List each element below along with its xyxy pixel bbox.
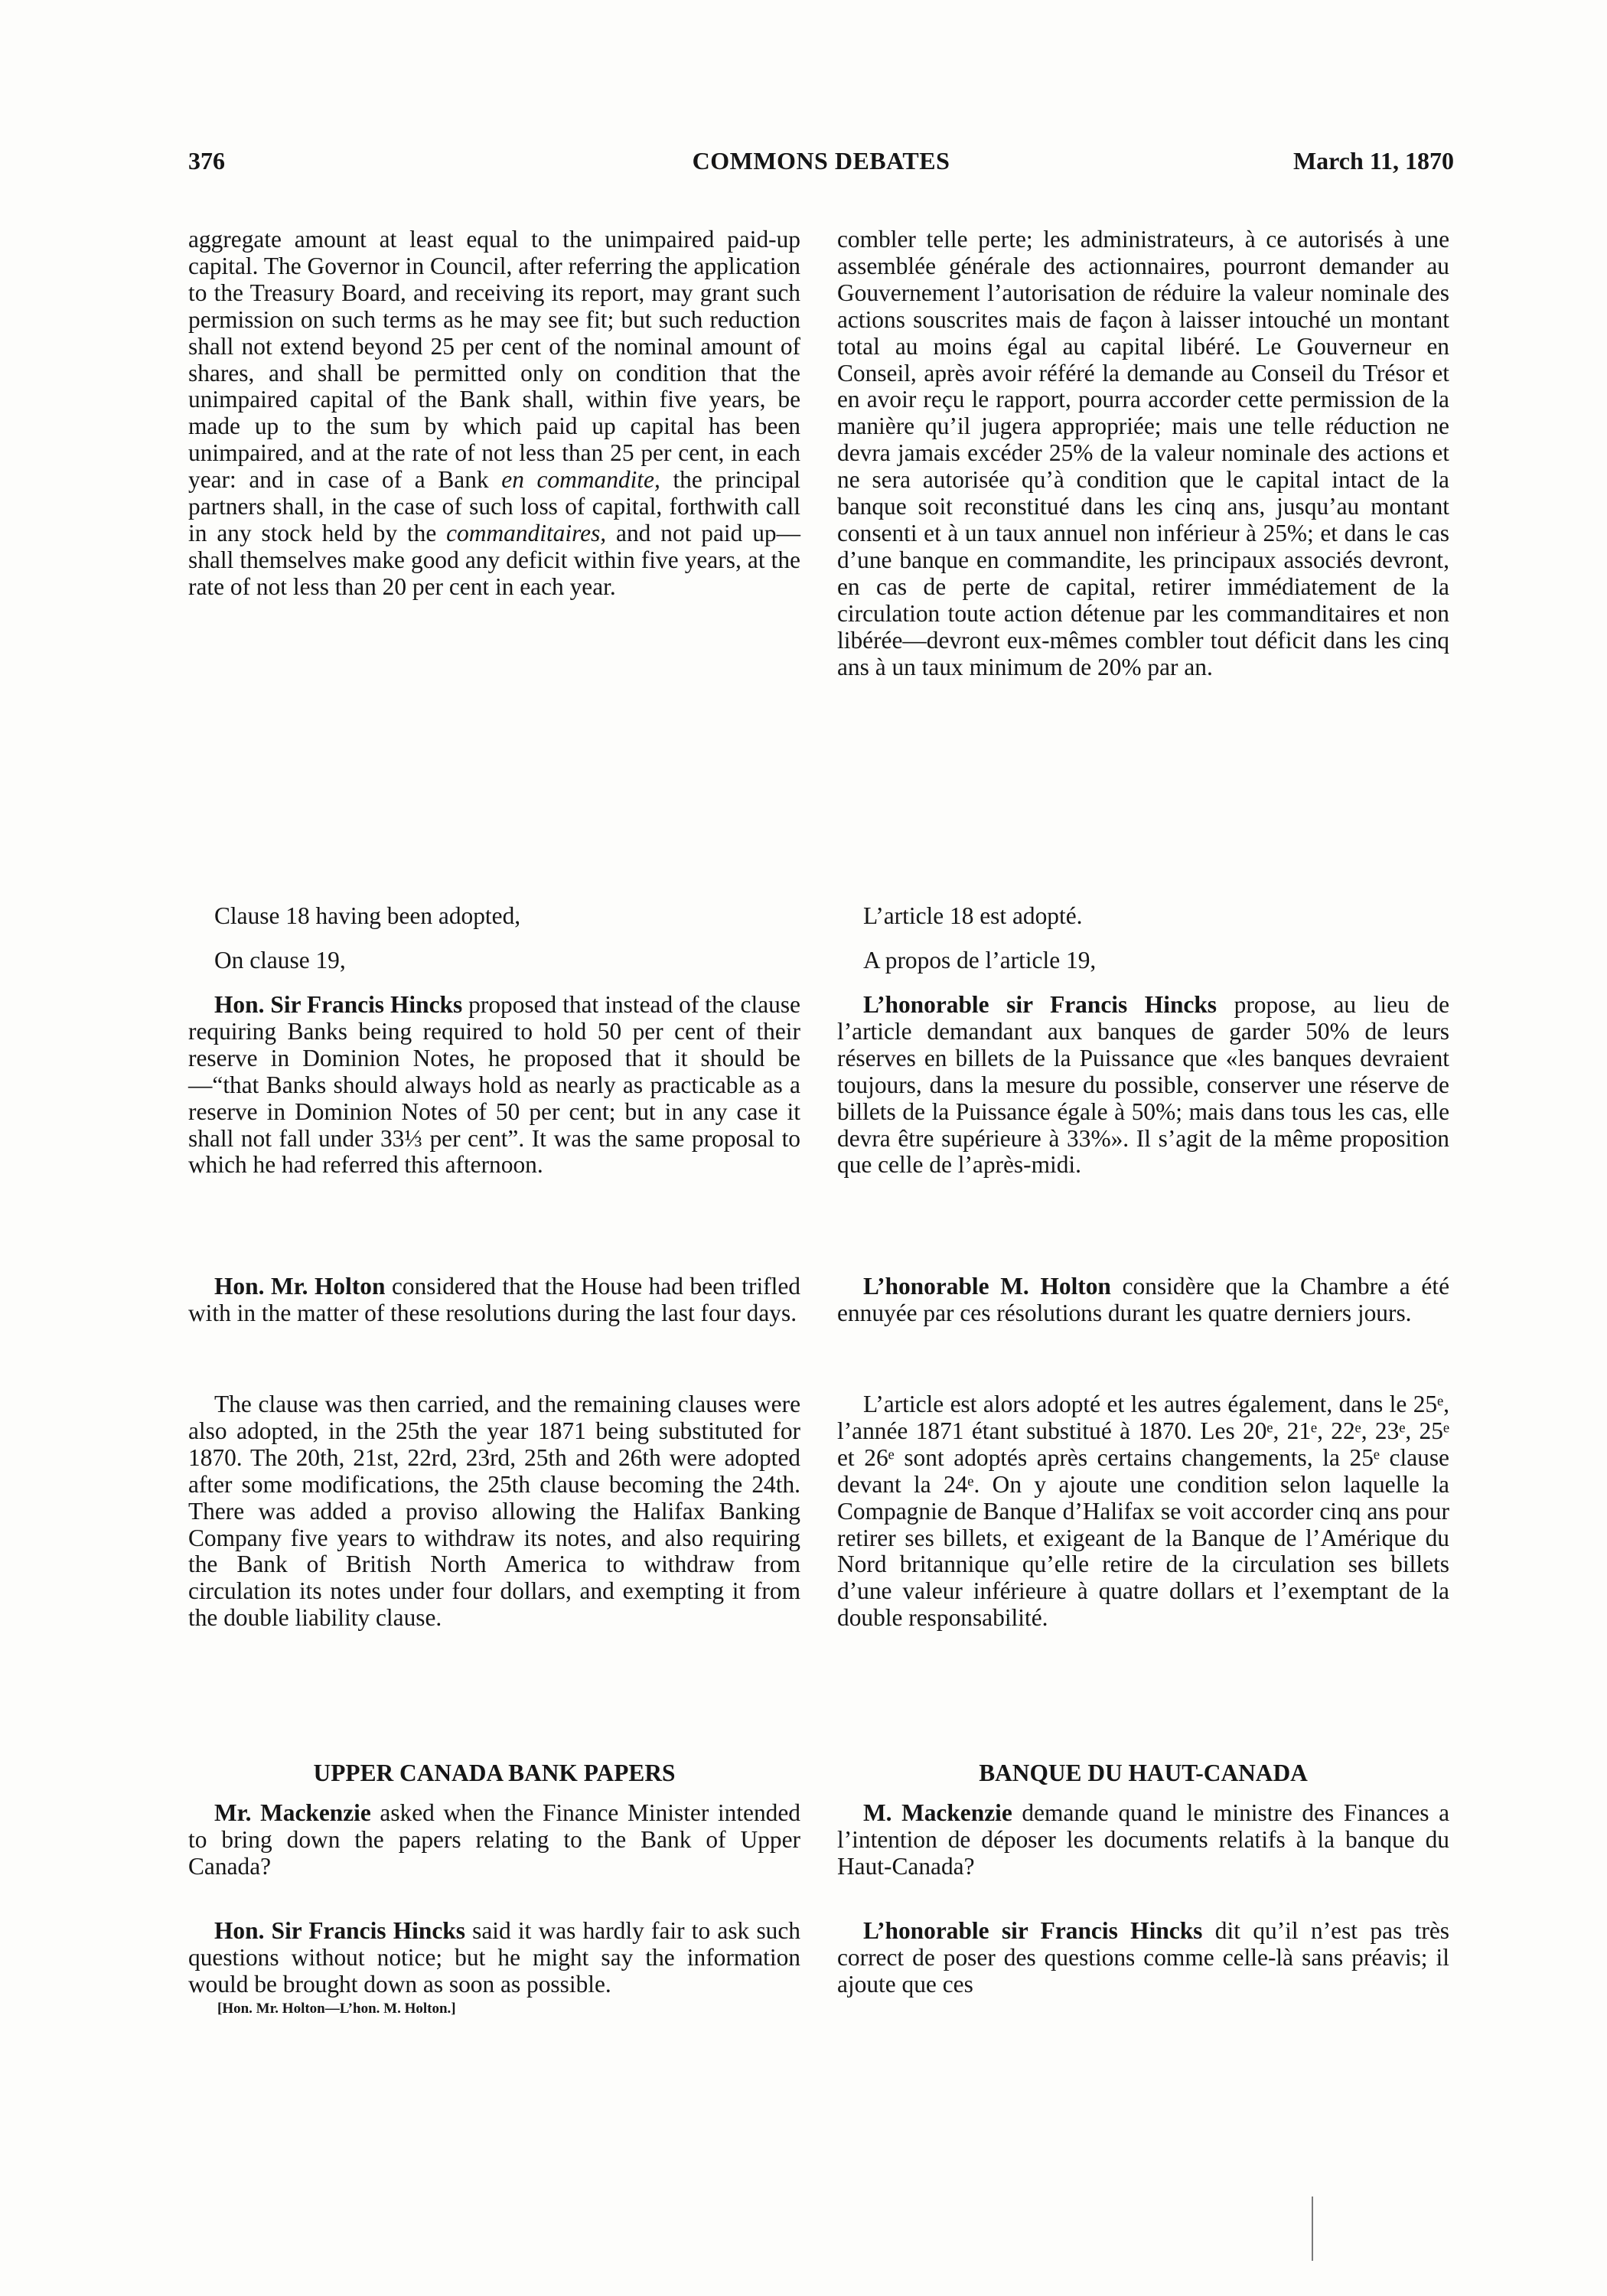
- speaker-name: Hon. Mr. Holton: [214, 1273, 386, 1300]
- mackenzie-question: Mr. Mackenzie asked when the Finance Minister intended to bring down the papers relating to the Bank of Upper Canada?: [188, 1799, 800, 1880]
- continued-paragraph: aggregate amount at least equal to the unimpaired paid-up capital. The Governor in Council, after referring the application to the Treasury Board, and receiving its report, may grant such permission on such terms as he may see fit; but such reduction shall not extend beyond 25 per cent of the nominal amount of shares, and shall be permitted only on condition that the unimpaired capital of the Bank shall, within five years, be made up to the sum by which paid up capital has been unimpaired, and at the rate of not less than 25 per cent, in each year: and in case of a Bank en commandite, the principal partners shall, in the case of such loss of capital, forthwith call in any stock held by the commanditaires, and not paid up—shall themselves make good any deficit within five years, at the rate of not less than 20 per cent in each year.: [188, 226, 800, 600]
- holton-remark: Hon. Mr. Holton considered that the House had been trifled with in the matter of these resolutions during the last four days.: [188, 1273, 800, 1326]
- article-18-note: L’article 18 est adopté.: [863, 902, 1083, 929]
- clause-18-note: Clause 18 having been adopted,: [214, 902, 521, 929]
- speaker-name: Hon. Sir Francis Hincks: [214, 991, 463, 1018]
- speaker-name: L’honorable M. Holton: [863, 1273, 1111, 1300]
- article-19-note: A propos de l’article 19,: [863, 947, 1097, 974]
- holton-remark: L’honorable M. Holton considère que la Chambre a été ennuyée par ces résolutions durant les quatre derniers jours.: [837, 1273, 1450, 1326]
- speaker-name: M. Mackenzie: [863, 1799, 1012, 1826]
- speaker-footnote: [Hon. Mr. Holton—L’hon. M. Holton.]: [217, 2001, 456, 2017]
- section-heading: BANQUE DU HAUT-CANADA: [979, 1760, 1308, 1786]
- speaker-name: Hon. Sir Francis Hincks: [214, 1917, 465, 1944]
- speaker-name: L’honorable sir Francis Hincks: [863, 991, 1217, 1018]
- clause-19-note: On clause 19,: [214, 947, 346, 974]
- publication-title: COMMONS DEBATES: [692, 147, 950, 174]
- clauses-adopted: L’article est alors adopté et les autres également, dans le 25ᵉ, l’année 1871 étant substitué à 1870. Les 20ᵉ, 21ᵉ, 22ᵉ, 23ᵉ, 25ᵉ et 26ᵉ sont adoptés après certains changements, la 25ᵉ clause devant la 24ᵉ. On y ajoute une condition selon laquelle la Compagnie de Banque d’Halifax se voit accorder cinq ans pour retirer ses billets, et exigeant de la Banque de l’Amérique du Nord britannique qu’elle retire de la circulation ses billets d’une valeur inférieure à quatre dollars et l’exemptant de la double responsabilité.: [837, 1391, 1449, 1632]
- mackenzie-question: M. Mackenzie demande quand le ministre des Finances a l’intention de déposer les documents relatifs à la banque du Haut-Canada?: [837, 1799, 1450, 1880]
- page-number: 376: [188, 147, 225, 174]
- speaker-name: L’honorable sir Francis Hincks: [863, 1917, 1203, 1944]
- hincks-answer: L’honorable sir Francis Hincks dit qu’il n’est pas très correct de poser des questions comme celle-là sans préavis; il ajoute que ces: [837, 1917, 1449, 1998]
- continued-paragraph: combler telle perte; les administrateurs, à ce autorisés à une assemblée générale des actionnaires, pourront demander au Gouvernement l’autorisation de réduire la valeur nominale des actions souscrites mais de façon à laisser intouché un montant total au moins égal au capital libéré. Le Gouverneur en Conseil, après avoir référé la demande au Conseil du Trésor et en avoir reçu le rapport, pourra accorder cette permission de la manière qu’il jugera appropriée; mais une telle réduction ne devra jamais excéder 25% de la valeur nominale des actions et ne sera autorisée qu’à condition que le capital intact de la banque soit reconstitué dans les cinq ans, jusqu’au montant consenti et à un taux annuel non inférieur à 25%; et dans le cas d’une banque en commandite, les principaux associés devront, en cas de perte de capital, retirer immédiatement de la circulation toute action détenue par les commanditaires et non libérée—devront eux-mêmes combler tout déficit dans les cinq ans à un taux minimum de 20% par an.: [837, 226, 1449, 680]
- hincks-answer: Hon. Sir Francis Hincks said it was hardly fair to ask such questions without notice; but he might say the information would be brought down as soon as possible.: [188, 1917, 800, 1998]
- page-header: [188, 147, 1454, 185]
- session-date: March 11, 1870: [1292, 147, 1454, 174]
- hincks-proposal: L’honorable sir Francis Hincks propose, au lieu de l’article demandant aux banques de garder 50% de leurs réserves en billets de la Puissance que «les banques devraient toujours, dans la mesure du possible, conserver une réserve de billets de la Puissance égale à 50%; mais dans tous les cas, elle devra être supérieure à 33%». Il s’agit de la même proposition que celle de l’après-midi.: [837, 991, 1449, 1179]
- margin-rule: [1312, 2197, 1313, 2261]
- speaker-name: Mr. Mackenzie: [214, 1799, 371, 1826]
- section-heading: UPPER CANADA BANK PAPERS: [313, 1760, 676, 1786]
- hincks-proposal: Hon. Sir Francis Hincks proposed that instead of the clause requiring Banks being required to hold 50 per cent of their reserve in Dominion Notes, he proposed that it should be—“that Banks should always hold as nearly as practicable as a reserve in Dominion Notes of 50 per cent; but in any case it shall not fall under 33⅓ per cent”. It was the same proposal to which he had referred this afternoon.: [188, 991, 800, 1179]
- clauses-carried: The clause was then carried, and the remaining clauses were also adopted, in the 25th the year 1871 being substituted for 1870. The 20th, 21st, 22rd, 23rd, 25th and 26th were adopted after some modifications, the 25th clause becoming the 24th. There was added a proviso allowing the Halifax Banking Company five years to withdraw its notes, and also requiring the Bank of British North America to withdraw from circulation its notes under four dollars, and exempting it from the double liability clause.: [188, 1391, 800, 1632]
